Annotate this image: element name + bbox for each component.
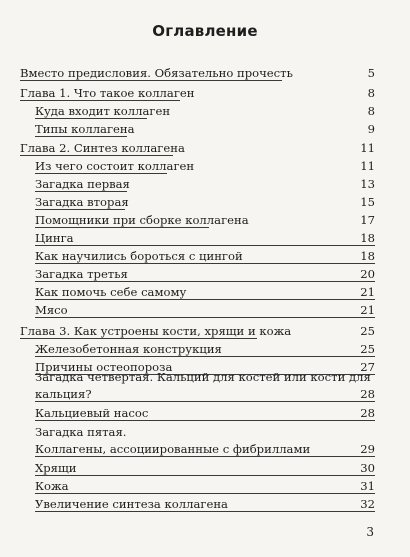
toc-underline [35,173,167,174]
toc-entry[interactable] [35,425,375,458]
toc-entry-page: 30 [360,461,375,475]
toc-underline [35,209,125,210]
toc-entry-title: Загадка четвертая. Кальций для костей или кости для [35,370,371,384]
toc-entry-page: 21 [360,303,375,317]
toc-underline [20,338,257,339]
toc-underline [35,191,127,192]
toc-entry[interactable] [35,247,375,265]
toc-entry-page: 11 [360,159,375,173]
toc-entry-page: 8 [367,104,375,118]
toc-entry-page: 13 [360,177,375,191]
toc-underline [35,511,375,512]
toc-entry-page: 15 [360,195,375,209]
toc-entry[interactable] [35,301,375,319]
toc-entry[interactable] [20,322,375,340]
toc-entry[interactable] [20,64,375,82]
toc-entry[interactable] [35,340,375,358]
toc-entry[interactable] [20,139,375,157]
toc-entry-page: 17 [360,213,375,227]
toc-entry-title: Куда входит коллаген [35,104,171,118]
toc-entry-title-continued: кальция? [35,387,92,401]
toc-underline [35,281,375,282]
toc-entry-title: Железобетонная конструкция [35,342,222,356]
toc-entry-page: 8 [367,86,375,100]
toc-entry-page: 29 [360,442,375,456]
toc-underline [35,420,375,421]
toc-underline [35,493,375,494]
toc-underline [35,317,375,318]
toc-entry-page: 21 [360,285,375,299]
toc-entry-page: 28 [360,387,375,401]
toc-entry[interactable] [35,283,375,301]
toc-entry[interactable] [20,84,375,102]
toc-entry-title-continued: Коллагены, ассоциированные с фибриллами [35,442,311,456]
toc-underline [35,245,375,246]
toc-entry[interactable] [35,102,375,120]
toc-underline [20,100,180,101]
toc-entry-title: Цинга [35,231,74,245]
toc-entry[interactable] [35,404,375,422]
toc-entry-title: Загадка вторая [35,195,129,209]
toc-entry[interactable] [35,477,375,495]
toc-entry-title: Вместо предисловия. Обязательно прочесть [20,66,293,80]
toc-entry[interactable] [35,175,375,193]
toc-entry[interactable] [35,193,375,211]
toc-underline [20,155,173,156]
toc-entry[interactable] [35,370,375,403]
toc-underline [35,263,375,264]
toc-entry-page: 5 [367,66,375,80]
page-number: 3 [366,525,374,539]
toc-entry[interactable] [35,229,375,247]
toc-entry-page: 32 [360,497,375,511]
toc-underline [35,136,127,137]
toc-entry-page: 18 [360,249,375,263]
toc-entry-page: 11 [360,141,375,155]
toc-entry[interactable] [35,459,375,477]
toc-entry-title: Загадка пятая. [35,425,127,439]
toc-underline [20,80,282,81]
toc-entry-page: 27 [360,360,375,374]
toc-entry-title: Как научились бороться с цингой [35,249,243,263]
toc-underline [35,118,147,119]
toc-entry-title: Из чего состоит коллаген [35,159,195,173]
toc-underline [35,456,375,457]
toc-entry-title: Глава 1. Что такое коллаген [20,86,195,100]
toc-entry-title: Глава 2. Синтез коллагена [20,141,185,155]
toc-entry-title: Как помочь себе самому [35,285,187,299]
toc-entry[interactable] [35,157,375,175]
toc-underline [35,475,375,476]
toc-entry-title: Загадка первая [35,177,130,191]
toc-entry-title: Причины остеопороза [35,360,173,374]
toc-entry-page: 31 [360,479,375,493]
page-title: Оглавление [152,22,258,40]
toc-entry-page: 18 [360,231,375,245]
toc-entry-title: Увеличение синтеза коллагена [35,497,228,511]
toc-entry-page: 25 [360,324,375,338]
toc-underline [35,401,375,402]
toc-entry-title: Загадка третья [35,267,128,281]
toc-entry[interactable] [35,120,375,138]
toc-entry-page: 25 [360,342,375,356]
toc-entry[interactable] [35,211,375,229]
toc-entry-title: Кожа [35,479,69,493]
toc-entry-title: Кальциевый насос [35,406,149,420]
toc-entry[interactable] [35,265,375,283]
toc-underline [35,299,375,300]
toc-entry-title: Мясо [35,303,68,317]
toc-entry-page: 20 [360,267,375,281]
toc-entry-page: 9 [367,122,375,136]
toc-underline [35,356,375,357]
toc-entry-title: Глава 3. Как устроены кости, хрящи и кожа [20,324,292,338]
toc-underline [35,227,209,228]
toc-entry-title: Типы коллагена [35,122,135,136]
toc-entry[interactable] [35,495,375,513]
toc-entry-page: 28 [360,406,375,420]
toc-entry-title: Хрящи [35,461,77,475]
toc-entry-title: Помощники при сборке коллагена [35,213,249,227]
